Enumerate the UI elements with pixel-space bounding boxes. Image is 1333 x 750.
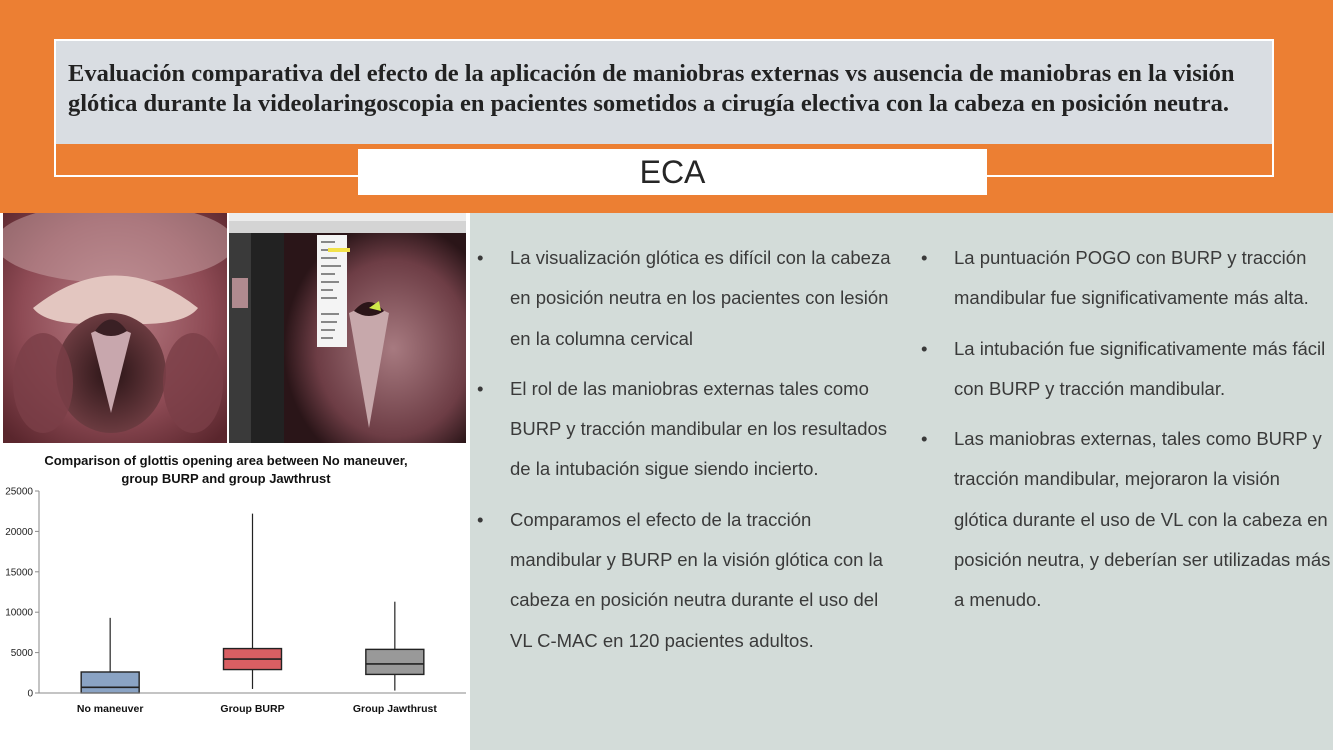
glottis-photo-1	[3, 213, 227, 443]
software-screenshot	[229, 213, 466, 443]
bullet-item: • Las maniobras externas, tales como BURP y tracción mandibular, mejoraron la visión glótica durante el uso de VL con la cabeza en posición neutra, y deberían ser utilizadas más a menudo.	[914, 419, 1333, 620]
bullet-list-right	[914, 238, 1333, 631]
box-group-jawthrust	[366, 602, 424, 691]
box-iqr	[366, 649, 424, 674]
chart-title-line2: group BURP and group Jawthrust	[121, 471, 331, 486]
y-tick-label: 15000	[5, 567, 33, 579]
y-tick-label: 0	[27, 688, 33, 700]
bullet-item: • La intubación fue significativamente más fácil con BURP y tracción mandibular.	[914, 329, 1333, 410]
y-tick-label: 25000	[5, 486, 33, 498]
bullet-item: • La visualización glótica es difícil con la cabeza en posición neutra en los pacientes con lesión en la columna cervical	[470, 238, 900, 359]
y-tick-label: 5000	[10, 648, 33, 660]
y-tick-label: 20000	[5, 526, 33, 538]
box-group-burp	[224, 514, 282, 689]
bullet-item: • El rol de las maniobras externas tales como BURP y tracción mandibular en los resultados de la intubación sigue siendo incierto.	[470, 369, 900, 490]
subtitle-eca: ECA	[358, 149, 987, 195]
figure-panel	[0, 213, 470, 750]
text-area	[470, 213, 1333, 750]
bullet-item: • Comparamos el efecto de la tracción mandibular y BURP en la visión glótica con la cabeza en posición neutra durante el uso del VL C-MAC en 120 pacientes adultos.	[470, 500, 900, 661]
bullet-list-left	[470, 238, 900, 671]
x-category-label: Group BURP	[220, 703, 285, 715]
box-iqr	[81, 672, 139, 693]
x-category-label: Group Jawthrust	[352, 703, 437, 715]
y-tick-label: 10000	[5, 607, 33, 619]
box-no-maneuver	[81, 618, 139, 693]
bullet-item: • La puntuación POGO con BURP y tracción mandibular fue significativamente más alta.	[914, 238, 1333, 319]
boxplot-chart	[0, 443, 470, 750]
slide-title: Evaluación comparativa del efecto de la aplicación de maniobras externas vs ausencia de maniobras en la visión glótica durante la videolaringoscopia en pacientes sometidos a cirugía electiva con la cabeza en posición neutra.	[68, 60, 1235, 117]
chart-title-line1: Comparison of glottis opening area between No maneuver,	[44, 453, 408, 468]
x-category-label: No maneuver	[76, 703, 144, 715]
